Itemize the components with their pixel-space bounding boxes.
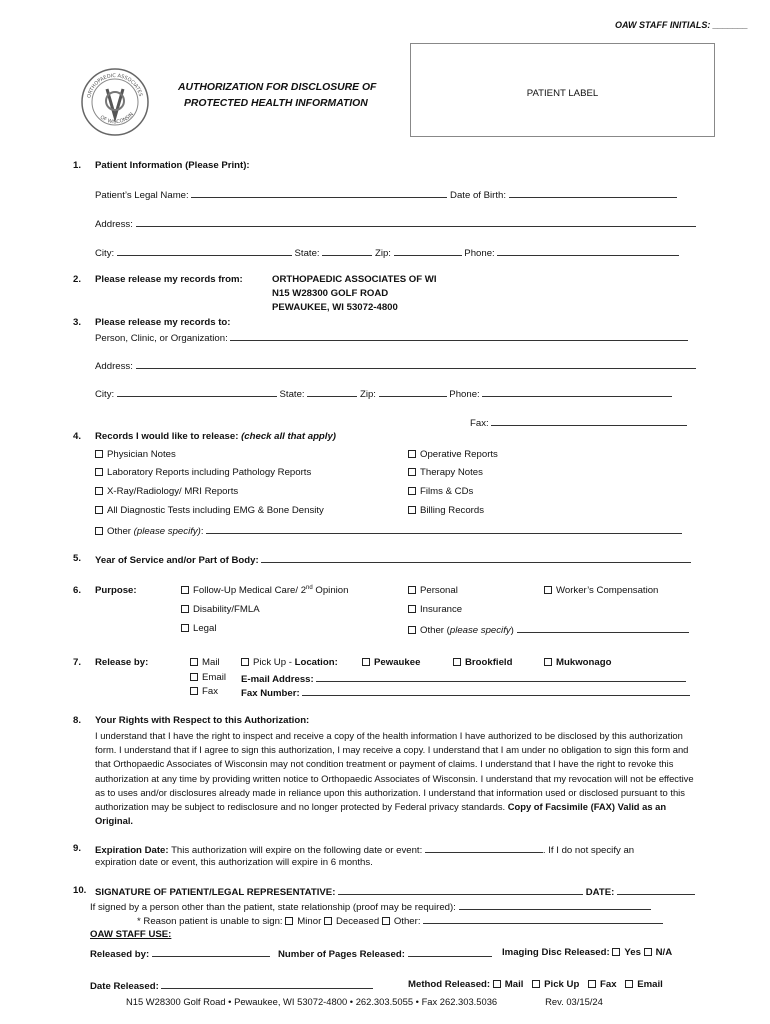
person-clinic-field[interactable]: [230, 331, 688, 341]
label-release-pickup: Pick Up -: [253, 657, 295, 668]
signature-field[interactable]: [338, 885, 583, 895]
checkbox-imaging-na[interactable]: [644, 948, 652, 956]
checkbox-deceased[interactable]: [324, 917, 332, 925]
label-reason-other: Other:: [393, 916, 421, 927]
state-label: State:: [294, 248, 320, 259]
to-phone-label: Phone:: [449, 389, 480, 400]
logo-text-bottom: OF WISCONSIN: [98, 111, 136, 126]
expiration-text3: expiration date or event, this authorization will expire in 6 months.: [95, 857, 373, 868]
label-method-email: Email: [637, 979, 663, 990]
section2-number: 2.: [73, 274, 82, 285]
checkbox-disability[interactable]: [181, 605, 189, 613]
section4-heading: Records I would like to release:: [95, 431, 242, 442]
footer-address: N15 W28300 Golf Road: [126, 996, 226, 1007]
patient-label-text: PATIENT LABEL: [526, 88, 599, 99]
section8-number: 8.: [73, 715, 82, 726]
signature-label: SIGNATURE OF PATIENT/LEGAL REPRESENTATIVE:: [95, 887, 336, 898]
to-state-label: State:: [279, 389, 305, 400]
label-therapy-notes: Therapy Notes: [420, 467, 483, 478]
checkbox-films-cds[interactable]: [408, 487, 416, 495]
logo-text-top: ORTHOPAEDIC ASSOCIATES: [86, 72, 144, 99]
checkbox-therapy-notes[interactable]: [408, 468, 416, 476]
label-minor: Minor: [297, 916, 322, 927]
checkbox-records-other[interactable]: [95, 527, 103, 535]
label-release-fax: Fax: [202, 686, 218, 697]
bullet-icon: •: [228, 996, 232, 1007]
label-billing-records: Billing Records: [420, 505, 484, 516]
checkbox-legal[interactable]: [181, 624, 189, 632]
label-followup-end: Opinion: [312, 585, 349, 597]
label-records-other-colon: :: [200, 526, 204, 537]
checkbox-xray[interactable]: [95, 487, 103, 495]
label-release-mail: Mail: [202, 657, 220, 668]
person-clinic-label: Person, Clinic, or Organization:: [95, 333, 228, 344]
section7-heading: Release by:: [95, 657, 149, 668]
dob-label: Date of Birth:: [450, 190, 507, 201]
label-deceased: Deceased: [335, 916, 380, 927]
footer: [126, 996, 603, 1007]
city-label: City:: [95, 248, 115, 259]
release-from-line2: N15 W28300 GOLF ROAD: [272, 288, 389, 299]
to-zip-field[interactable]: [379, 387, 447, 397]
checkbox-operative-reports[interactable]: [408, 450, 416, 458]
section7-number: 7.: [73, 657, 82, 668]
checkbox-method-email[interactable]: [625, 980, 633, 988]
bullet-icon: •: [415, 996, 419, 1007]
section5-number: 5.: [73, 553, 82, 564]
dob-field[interactable]: [509, 188, 677, 198]
checkbox-minor[interactable]: [285, 917, 293, 925]
label-xray: X-Ray/Radiology/ MRI Reports: [107, 486, 239, 497]
section9-number: 9.: [73, 843, 82, 854]
label-purpose-other-note: please specify: [449, 625, 511, 636]
fax-number-field[interactable]: [302, 686, 690, 696]
date-released-label: Date Released:: [90, 981, 159, 992]
checkbox-insurance[interactable]: [408, 605, 416, 613]
label-followup: Follow-Up Medical Care/ 2: [193, 585, 307, 597]
release-from-line1: ORTHOPAEDIC ASSOCIATES OF WI: [272, 274, 437, 285]
label-method-fax: Fax: [600, 979, 617, 990]
label-personal: Personal: [420, 585, 458, 596]
signature-date-field[interactable]: [617, 885, 695, 895]
footer-phone: 262.303.5055: [355, 996, 414, 1007]
section2-heading: Please release my records from:: [95, 274, 243, 285]
rights-paragraph: [95, 729, 695, 828]
label-records-other-note: (please specify): [133, 526, 201, 537]
address-field[interactable]: [136, 217, 696, 227]
section5-heading: Year of Service and/or Part of Body:: [95, 555, 259, 566]
section6-heading: Purpose:: [95, 585, 137, 596]
label-operative-reports: Operative Reports: [420, 449, 498, 460]
checkbox-method-mail[interactable]: [493, 980, 501, 988]
checkbox-workers-comp[interactable]: [544, 586, 552, 594]
city-field[interactable]: [117, 246, 292, 256]
date-released-field[interactable]: [161, 979, 373, 989]
checkbox-release-email[interactable]: [190, 673, 198, 681]
checkbox-lab-reports[interactable]: [95, 468, 103, 476]
rights-body: I understand that I have the right to inspect and receive a copy of the health information I have authorized to be disclosed by this authorization form. I understand that if I agree to sign this authorization, I may receive a copy. I understand that I am under no obligation to sign this form and that Orthopaedic Associates of Wisconsin may not condition treatment or payment of claims. I understand that I have the right to revoke this authorization at any time by providing written notice to Orthopaedic Associates of Wisconsin. I understand that my revocation will not be effective as to uses and/or disclosures already made in reliance upon this authorization. I understand that information used or disclosed pursuant to this authorization may be subject to redisclosure and no longer protected by Federal privacy standards.: [95, 730, 694, 813]
signature-date-label: DATE:: [585, 887, 615, 898]
checkbox-method-fax[interactable]: [588, 980, 596, 988]
checkbox-method-pickup[interactable]: [532, 980, 540, 988]
label-brookfield: Brookfield: [465, 657, 513, 668]
label-insurance: Insurance: [420, 604, 463, 615]
year-of-service-field[interactable]: [261, 553, 691, 563]
checkbox-physician-notes[interactable]: [95, 450, 103, 458]
section10-number: 10.: [73, 885, 87, 896]
staff-initials-label: OAW STAFF INITIALS: _______: [615, 20, 748, 30]
released-by-label: Released by:: [90, 949, 150, 960]
label-email-address: E-mail Address:: [241, 674, 314, 685]
section8-heading: Your Rights with Respect to this Authorization:: [95, 715, 310, 726]
label-diagnostic-tests: All Diagnostic Tests including EMG & Bone Density: [107, 505, 324, 516]
section6-number: 6.: [73, 585, 82, 596]
label-method-pickup: Pick Up: [544, 979, 580, 990]
label-location: Location:: [294, 657, 338, 668]
expiration-date-field[interactable]: [425, 843, 543, 853]
method-released-label: Method Released:: [408, 979, 491, 990]
address-label: Address:: [95, 219, 133, 230]
legal-name-field[interactable]: [191, 188, 447, 198]
section4-heading-note: (check all that apply): [241, 431, 336, 442]
to-address-field[interactable]: [136, 359, 696, 369]
patient-label-box: [410, 43, 715, 137]
label-films-cds: Films & CDs: [420, 486, 474, 497]
email-address-field[interactable]: [316, 672, 686, 682]
label-pewaukee: Pewaukee: [374, 657, 421, 668]
section4-number: 4.: [73, 431, 82, 442]
bullet-icon: •: [349, 996, 354, 1007]
section1-number: 1.: [73, 160, 82, 171]
purpose-other-field[interactable]: [517, 623, 689, 633]
zip-field[interactable]: [394, 246, 462, 256]
phone-field[interactable]: [497, 246, 679, 256]
checkbox-diagnostic-tests[interactable]: [95, 506, 103, 514]
pages-released-field[interactable]: [408, 947, 492, 957]
checkbox-release-fax[interactable]: [190, 687, 198, 695]
to-city-label: City:: [95, 389, 115, 400]
section3-number: 3.: [73, 317, 82, 328]
to-fax-label: Fax:: [470, 418, 489, 429]
rights-fax-valid: Copy of Facsimile (FAX) Valid as an Original.: [95, 801, 667, 827]
checkbox-followup[interactable]: [181, 586, 189, 594]
to-state-field[interactable]: [307, 387, 357, 397]
checkbox-purpose-other[interactable]: [408, 626, 416, 634]
label-records-other: Other: [107, 526, 134, 537]
checkbox-billing-records[interactable]: [408, 506, 416, 514]
footer-fax: Fax 262.303.5036: [421, 996, 498, 1007]
to-phone-field[interactable]: [482, 387, 672, 397]
signed-by-label: If signed by a person other than the patient, state relationship (proof may be required):: [90, 902, 456, 913]
checkbox-reason-other[interactable]: [382, 917, 390, 925]
checkbox-personal[interactable]: [408, 586, 416, 594]
label-fax-number: Fax Number:: [241, 688, 300, 699]
label-legal: Legal: [193, 623, 217, 634]
label-release-email: Email: [202, 672, 226, 683]
to-fax-field[interactable]: [491, 416, 687, 426]
label-followup-sup: nd: [306, 585, 313, 591]
label-physician-notes: Physician Notes: [107, 449, 176, 460]
released-by-field[interactable]: [152, 947, 270, 957]
label-imaging-na: N/A: [655, 947, 673, 958]
expiration-text1: This authorization will expire on the following date or event:: [168, 845, 423, 856]
form-title-line2: PROTECTED HEALTH INFORMATION: [184, 98, 368, 109]
label-imaging-yes: Yes: [624, 947, 641, 958]
imaging-disc-label: Imaging Disc Released:: [502, 947, 610, 958]
label-mukwonago: Mukwonago: [556, 657, 612, 668]
state-field[interactable]: [322, 246, 372, 256]
label-method-mail: Mail: [504, 979, 524, 990]
staff-use-heading: OAW STAFF USE:: [90, 929, 172, 940]
label-workers-comp: Worker’s Compensation: [556, 585, 659, 596]
section1-heading: Patient Information (Please Print):: [95, 160, 250, 171]
phone-label: Phone:: [464, 248, 495, 259]
section3-heading: Please release my records to:: [95, 317, 231, 328]
relationship-field[interactable]: [459, 900, 651, 910]
legal-name-label: Patient’s Legal Name:: [95, 190, 189, 201]
label-purpose-other: Other (: [420, 625, 450, 636]
reason-other-field[interactable]: [423, 914, 663, 924]
to-zip-label: Zip:: [359, 389, 376, 400]
footer-city: Pewaukee, WI 53072-4800: [234, 996, 348, 1007]
label-purpose-other-end: ): [510, 625, 514, 636]
checkbox-release-pickup[interactable]: [241, 658, 249, 666]
checkbox-release-mail[interactable]: [190, 658, 198, 666]
footer-revision: Rev. 03/15/24: [545, 996, 603, 1007]
checkbox-mukwonago[interactable]: [544, 658, 552, 666]
zip-label: Zip:: [374, 248, 391, 259]
to-city-field[interactable]: [117, 387, 277, 397]
label-disability: Disability/FMLA: [193, 604, 260, 615]
pages-released-label: Number of Pages Released:: [278, 949, 405, 960]
expiration-text2: . If I do not specify an: [542, 845, 635, 856]
section9-heading: Expiration Date:: [95, 845, 169, 856]
checkbox-imaging-yes[interactable]: [612, 948, 620, 956]
release-from-line3: PEWAUKEE, WI 53072-4800: [272, 302, 398, 313]
form-title-line1: AUTHORIZATION FOR DISCLOSURE OF: [178, 82, 377, 93]
reason-label: * Reason patient is unable to sign:: [137, 916, 283, 927]
records-other-field[interactable]: [206, 524, 682, 534]
to-address-label: Address:: [95, 361, 133, 372]
label-lab-reports: Laboratory Reports including Pathology Reports: [107, 467, 312, 478]
checkbox-pewaukee[interactable]: [362, 658, 370, 666]
oaw-logo: [80, 67, 150, 137]
checkbox-brookfield[interactable]: [453, 658, 461, 666]
